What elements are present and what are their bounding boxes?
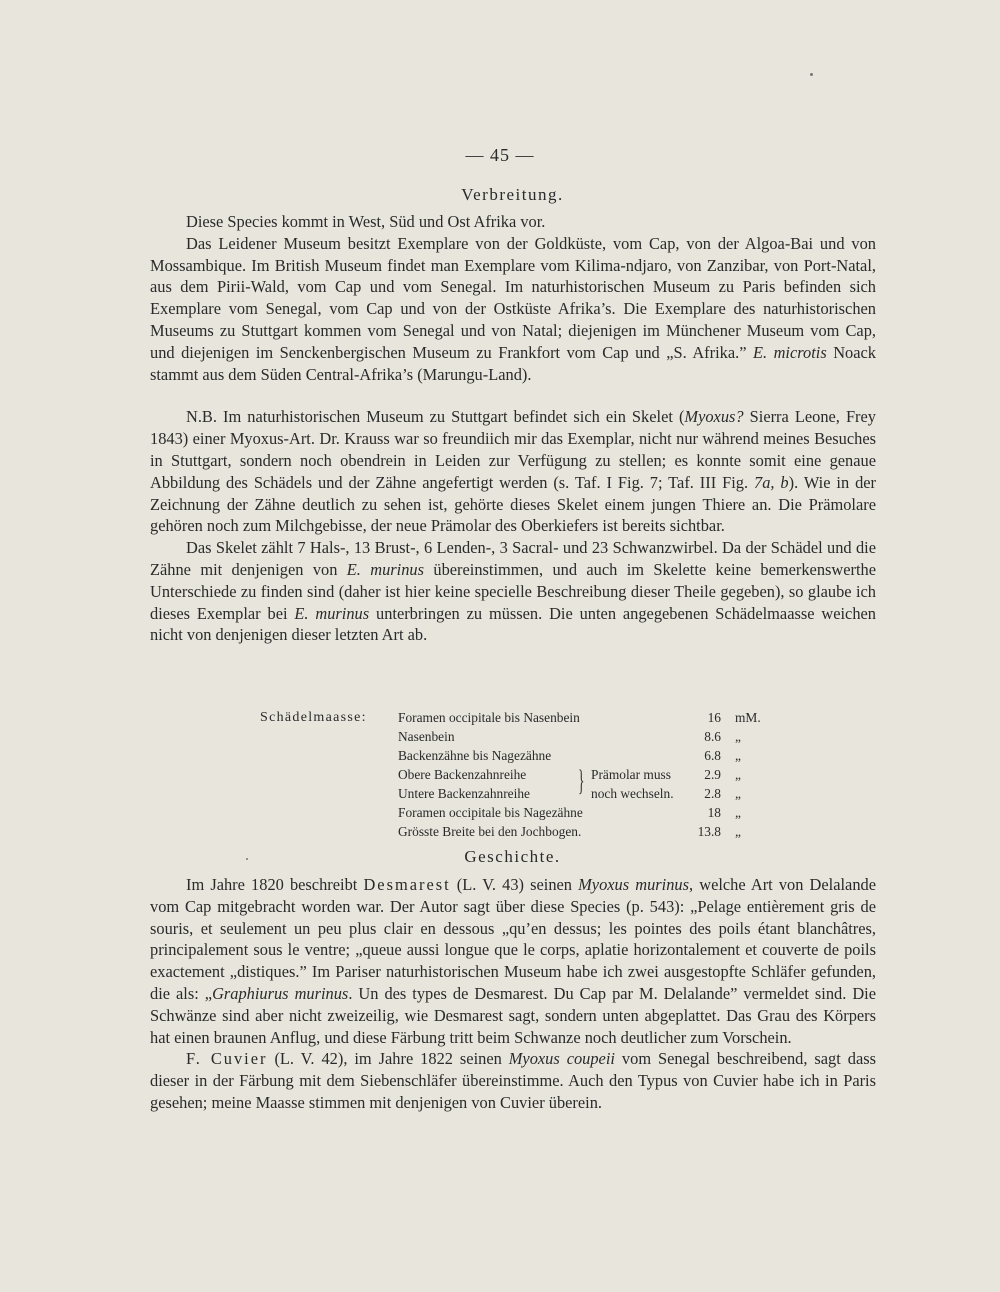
paragraph-nb-skelet: N.B. Im naturhistorischen Museum zu Stuttgart befindet sich ein Skelet (Myoxus? Sierra Leone, Frey 1843) einer Myoxus-Art. Dr. Krauss war so freundiich mir das Exemplar, nicht nur während meines Besuches in Stuttgart, sondern noch obendrein in Leiden zur Verfügung zu stellen; es konnte somit eine genaue Abbildung des Schädels und der Zähne angefertigt werden (s. Taf. I Fig. 7; Taf. III Fig. 7a, b). Wie in der Zeichnung der Zähne deutlich zu sehen ist, gehörte dieses Skelet einem jungen Thiere an. Die Prämolare gehören noch zum Milchgebisse, der neue Prämolar des Oberkiefers ist bereits sichtbar. (150, 407, 877, 536)
table-row: Obere Backenzahnreihe Prämolar muss 2.9 „ (398, 767, 741, 782)
taxon-name: Myoxus murinus (578, 875, 689, 894)
heading-geschichte: Geschichte. (464, 847, 561, 866)
paragraph-cuvier: F. Cuvier (L. V. 42), im Jahre 1822 seinen Myoxus coupeii vom Senegal beschreibend, sagt dass dieser in der Färbung mit dem Siebenschläfer übereinstimme. Auch den Typus von Cuvier habe ich in Paris gesehen; meine Maasse stimmen mit denjenigen von Cuvier überein. (150, 1049, 876, 1112)
table-lead-label: Schädelmaasse: (260, 710, 367, 725)
paragraph-desmarest: Im Jahre 1820 beschreibt Desmarest (L. V. 43) seinen Myoxus murinus, welche Art von Delalande vom Cap mitgebracht worden war. Der Autor sagt über diese Species (p. 543): „Pelage entièrement gris de souris, et seulement un peu plus clair en dessous „qu’en dessus; les pointes des poils étant blanchâtres, principalement sous le ventre; „queue aussi longue que le corps, aplatie horizontalement et couverte de poils exactement „distiques.” Im Pariser naturhistorischen Museum habe ich zwei ausgestopfte Schläfer gefunden, die als: „Graphiurus murinus. Un des types de Desmarest. Du Cap par M. Delalande” vermeldet sind. Die Schwänze sind aber nicht zweizeilig, wie Desmarest sagt, sondern unten abgeplattet. Das Grau des Körpers hat einen braunen Anflug, und diese Färbung tritt beim Schwanze noch deutlicher zum Vorschein. (150, 875, 876, 1047)
table-row: Untere Backenzahnreihe noch wechseln. 2.8 „ (398, 786, 741, 801)
paragraph-skelet-vertebrae: Das Skelet zählt 7 Hals-, 13 Brust-, 6 Lenden-, 3 Sacral- und 23 Schwanzwirbel. Da der Schädel und die Zähne mit denjenigen von E. murinus übereinstimmen, und auch im Skelette keine bemerkenswerthe Unterschiede zu finden sind (daher ist hier keine specielle Beschreibung dieser Theile gegeben), so glaube ich dieses Exemplar bei E. murinus unterbringen zu müssen. Die unten angegebenen Schädelmaasse weichen nicht von denjenigen dieser letzten Art ab. (150, 538, 876, 645)
author-name: F. Cuvier (186, 1049, 268, 1069)
taxon-name: E. microtis (752, 342, 827, 362)
taxon-name: Myoxus coupeii (508, 1049, 615, 1069)
geschichte-body (150, 874, 876, 1114)
page-number: — 45 — (465, 145, 535, 165)
taxon-name: Myoxus? (684, 407, 744, 427)
paragraph-museum-specimens: Das Leidener Museum besitzt Exemplare von der Goldküste, vom Cap, von der Algoa-Bai und von Mossambique. Im British Museum findet man Exemplare vom Kilima-ndjaro, von Zanzibar, von Port-Natal, aus dem Pirii-Wald, vom Cap und vom Senegal. Im naturhistorischen Museum zu Paris befinden sich Exemplare vom Senegal, vom Cap und von der Ostküste Afrika’s. Die Exemplare des naturhistorischen Museums zu Stuttgart kommen vom Senegal und von Natal; diejenigen im Münchener Museum vom Cap, und diejenigen im Senckenbergischen Museum zu Frankfort vom Cap und „S. Afrika.” E. microtis Noack stammt aus dem Süden Central-Afrika’s (Marungu-Land). (150, 233, 876, 384)
taxon-name: E. murinus (346, 559, 424, 579)
paper-speck (246, 858, 248, 860)
table-row: Foramen occipitale bis Nasenbein 16 mM. (398, 710, 761, 725)
table-row: Nasenbein 8.6 „ (398, 729, 741, 744)
paper-speck (810, 73, 813, 76)
paragraph-species-range: Diese Species kommt in West, Süd und Ost Afrika vor. (186, 212, 546, 231)
curly-brace-icon: } (578, 764, 585, 797)
taxon-name: Graphiurus murinus (212, 983, 349, 1003)
verbreitung-body (150, 211, 876, 646)
table-row: Grösste Breite bei den Jochbogen. 13.8 „ (398, 824, 741, 839)
table-row: Foramen occipitale bis Nagezähne 18 „ (398, 805, 741, 820)
heading-verbreitung: Verbreitung. (461, 185, 564, 204)
author-name: Desmarest (363, 875, 451, 894)
figure-ref: 7a, b (754, 472, 789, 492)
table-row: Backenzähne bis Nagezähne 6.8 „ (398, 748, 741, 763)
taxon-name: E. murinus (294, 603, 370, 623)
